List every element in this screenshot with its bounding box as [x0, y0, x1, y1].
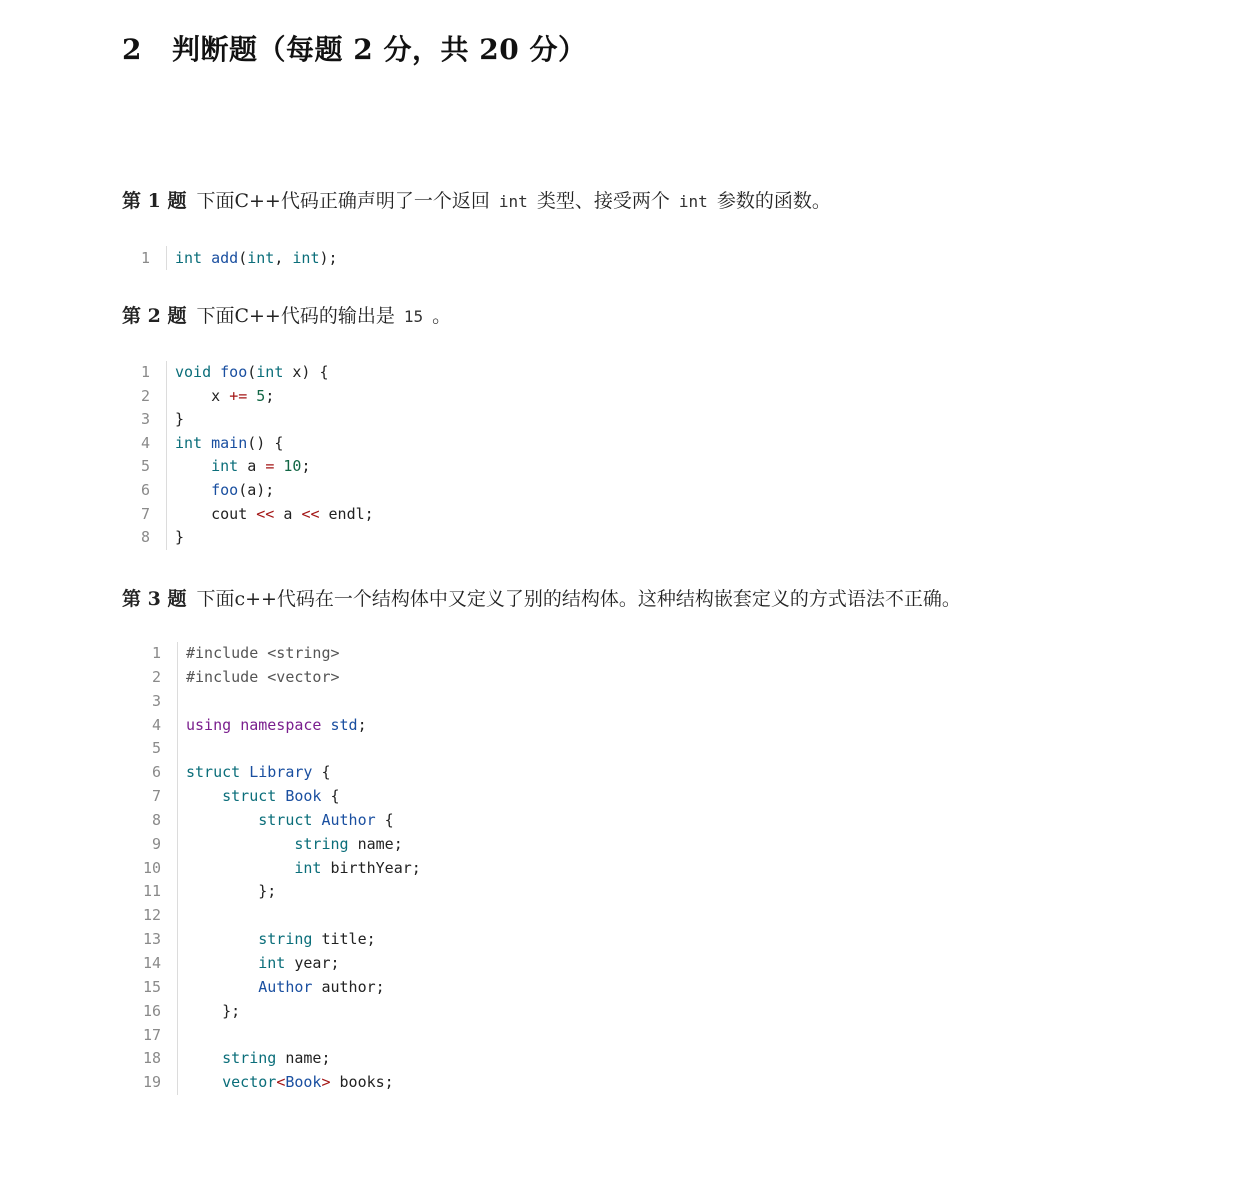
code-line — [124, 857, 421, 881]
code-text: string title; — [258, 930, 376, 949]
code-line — [124, 642, 421, 666]
line-number: 4 — [124, 714, 178, 738]
line-number: 8 — [124, 809, 178, 833]
code-line — [124, 666, 421, 690]
code-text: #include <vector> — [186, 667, 340, 686]
inline-code: int — [498, 192, 528, 211]
line-number: 5 — [124, 455, 167, 479]
question-label: 第 2 题 — [122, 305, 187, 327]
code-block-1 — [124, 246, 338, 270]
code-text: string name; — [294, 834, 403, 853]
code-line — [124, 503, 374, 527]
code-text: struct Author { — [258, 810, 394, 829]
code-text: } — [175, 410, 185, 429]
code-block-2 — [124, 361, 374, 550]
code-line — [124, 385, 374, 409]
line-number: 10 — [124, 857, 178, 881]
code-text: string name; — [222, 1049, 331, 1068]
code-line — [124, 361, 374, 385]
code-text — [178, 690, 195, 714]
line-number: 6 — [124, 479, 167, 503]
code-text: vector<Book> books; — [222, 1073, 394, 1092]
code-line — [124, 455, 374, 479]
code-line — [124, 1071, 421, 1095]
code-line — [124, 246, 338, 270]
code-line — [124, 809, 421, 833]
code-text: #include <string> — [186, 644, 340, 662]
question-text: 下面C++代码正确声明了一个返回 — [196, 190, 496, 212]
line-number: 5 — [124, 737, 178, 761]
section-title — [122, 28, 586, 68]
code-line — [124, 408, 374, 432]
code-line — [124, 833, 421, 857]
code-text: }; — [186, 882, 277, 901]
line-number: 1 — [124, 361, 167, 385]
code-line — [124, 526, 374, 550]
code-line — [124, 479, 374, 503]
code-line — [124, 904, 421, 928]
line-number: 6 — [124, 761, 178, 785]
line-number: 3 — [124, 690, 178, 714]
code-text: foo(a); — [211, 480, 275, 499]
code-text — [178, 1024, 195, 1048]
code-text: int add(int, int); — [175, 249, 338, 267]
code-block-3 — [124, 642, 421, 1095]
question-2 — [122, 302, 451, 331]
code-text — [178, 737, 195, 761]
code-line — [124, 432, 374, 456]
code-line — [124, 976, 421, 1000]
line-number: 16 — [124, 1000, 178, 1024]
question-text: 下面c++代码在一个结构体中又定义了别的结构体。这种结构嵌套定义的方式语法不正确。 — [196, 588, 961, 610]
line-number: 1 — [124, 246, 167, 270]
code-text: int year; — [258, 953, 340, 972]
line-number: 9 — [124, 833, 178, 857]
line-number: 7 — [124, 785, 178, 809]
line-number: 19 — [124, 1071, 178, 1095]
code-line — [124, 690, 421, 714]
code-line — [124, 880, 421, 904]
line-number: 2 — [124, 385, 167, 409]
line-number: 1 — [124, 642, 178, 666]
question-1 — [122, 187, 831, 216]
code-text: int main() { — [175, 433, 284, 452]
inline-code: int — [678, 192, 708, 211]
code-line — [124, 785, 421, 809]
line-number: 11 — [124, 880, 178, 904]
line-number: 7 — [124, 503, 167, 527]
line-number: 17 — [124, 1024, 178, 1048]
code-line — [124, 761, 421, 785]
line-number: 15 — [124, 976, 178, 1000]
line-number: 3 — [124, 408, 167, 432]
question-text: 。 — [426, 305, 452, 327]
section-number: 2 — [122, 33, 142, 66]
code-line — [124, 1024, 421, 1048]
question-text: 参数的函数。 — [710, 190, 831, 212]
question-label: 第 3 题 — [122, 588, 187, 610]
line-number: 12 — [124, 904, 178, 928]
question-3 — [122, 585, 961, 613]
code-line — [124, 952, 421, 976]
code-text: }; — [186, 1001, 241, 1020]
code-line — [124, 1000, 421, 1024]
question-text: 下面C++代码的输出是 — [196, 305, 401, 327]
section-title-text: 判断题（每题 2 分，共 20 分） — [172, 33, 587, 66]
inline-code: 15 — [403, 307, 424, 326]
line-number: 8 — [124, 526, 167, 550]
line-number: 14 — [124, 952, 178, 976]
line-number: 2 — [124, 666, 178, 690]
line-number: 13 — [124, 928, 178, 952]
code-text: } — [175, 528, 185, 547]
code-line — [124, 1047, 421, 1071]
code-line — [124, 737, 421, 761]
code-text: struct Library { — [186, 763, 331, 782]
code-text — [178, 904, 195, 928]
code-text: x += 5; — [175, 386, 275, 405]
code-text: struct Book { — [222, 787, 340, 806]
code-text: Author author; — [258, 977, 385, 996]
code-text: void foo(int x) { — [175, 363, 329, 381]
code-text: int a = 10; — [211, 457, 311, 476]
question-text: 类型、接受两个 — [530, 190, 676, 212]
question-label: 第 1 题 — [122, 190, 187, 212]
line-number: 18 — [124, 1047, 178, 1071]
code-text: using namespace std; — [186, 715, 367, 734]
code-line — [124, 714, 421, 738]
code-text: int birthYear; — [294, 858, 421, 877]
line-number: 4 — [124, 432, 167, 456]
code-text: cout << a << endl; — [175, 504, 374, 523]
code-line — [124, 928, 421, 952]
